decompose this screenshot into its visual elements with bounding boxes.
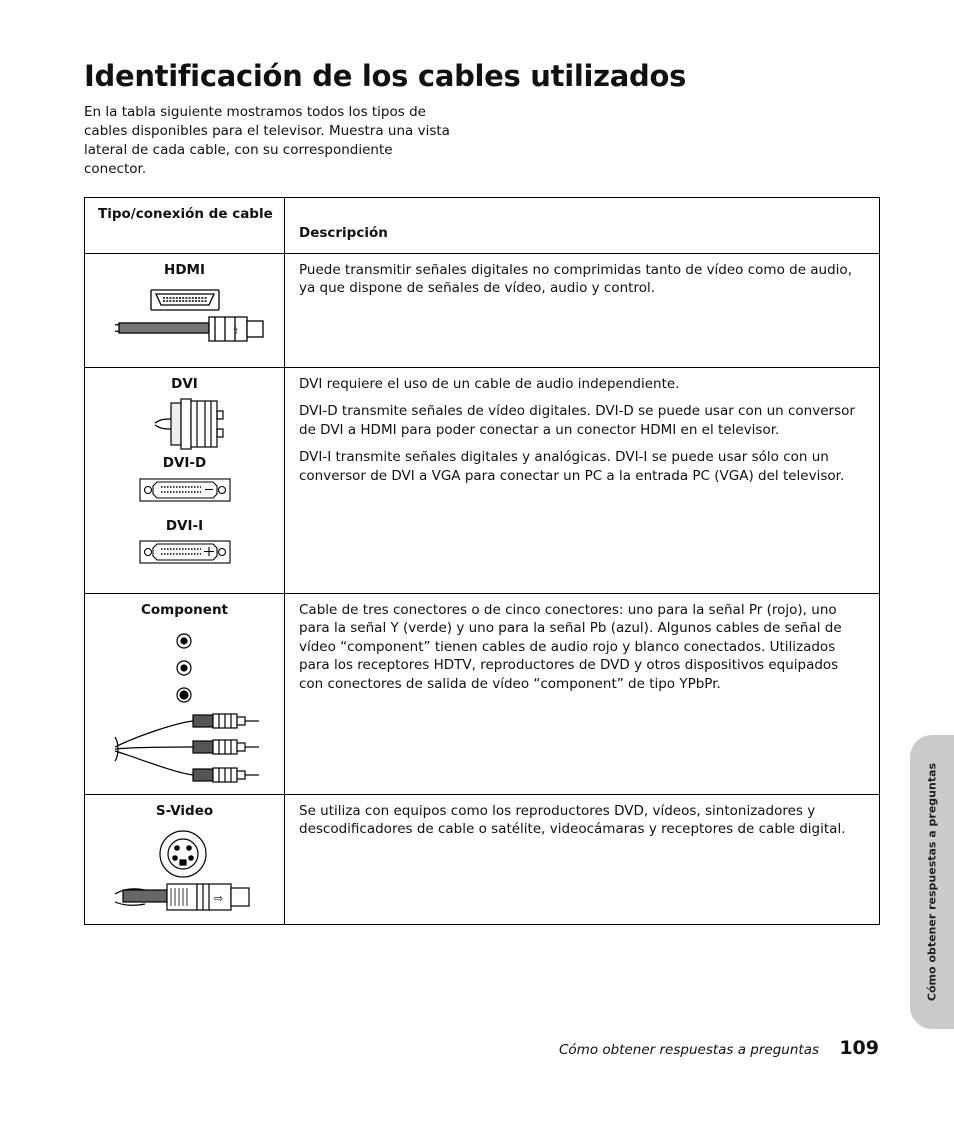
dvi-label: DVI [171,375,198,392]
dvi-cable-icon [85,393,283,451]
dvi-d-label: DVI-D [162,455,207,471]
svg-text:⇧: ⇧ [232,327,240,337]
cell-svideo-description [285,794,880,924]
table-header-row [85,198,880,254]
cell-component-description [285,593,880,794]
table-row-dvi [85,367,880,593]
svideo-label: S-Video [155,802,214,819]
table-row-component [85,593,880,794]
intro-paragraph: En la tabla siguiente mostramos todos los tipos de cables disponibles para el televisor. Muestra una vista lateral de cada cable, con su correspondiente conector. [84,104,450,177]
dvi-i-label: DVI-I [165,517,204,534]
cell-dvi-type [85,367,285,593]
component-description: Cable de tres conectores o de cinco conectores: uno para la señal Pr (rojo), uno para la señal Y (verde) y uno para la señal Pb (azul). Algunos cables de señal de vídeo “component” tienen cables de audio rojo y blanco conectados. Utilizados para los receptores HDTV, reproductores de DVD y otros dispositivos equipados con conectores de salida de vídeo “component” de tipo YPbPr. [299,601,842,692]
page-title: Identificación de los cables utilizados [84,59,687,93]
cell-hdmi-description [285,253,880,367]
hdmi-label: HDMI [164,261,205,278]
header-description: Descripción [285,198,880,254]
svg-text:⇨: ⇨ [214,892,224,905]
table-row-svideo [85,794,880,924]
cell-hdmi-type [85,253,285,367]
dvi-description-2: DVI-D transmite señales de vídeo digitales. DVI-D se puede usar con un conversor de DVI a HDMI para poder conectar a un conector HDMI en el televisor. [299,403,855,438]
page-footer [559,1037,879,1059]
hdmi-connector-icon [85,279,283,355]
dvi-d-connector-icon [85,473,283,507]
cell-dvi-description [285,367,880,593]
dvi-description-1: DVI requiere el uso de un cable de audio independiente. [299,375,680,392]
side-tab-label: Cómo obtener respuestas a preguntas [925,762,939,1002]
component-label: Component [140,601,229,618]
cell-component-type [85,593,285,794]
component-cable-icon [85,619,283,789]
svideo-connector-icon [85,820,283,920]
dvi-description-3: DVI-I transmite señales digitales y analógicas. DVI-I se puede usar sólo con un conversor de DVI a VGA para conectar un PC a la entrada PC (VGA) del televisor. [299,449,845,484]
page-number: 109 [839,1037,879,1059]
svideo-description: Se utiliza con equipos como los reproductores DVD, vídeos, sintonizadores y descodificadores de cable o satélite, videocámaras y receptores de cable digital. [299,802,846,837]
dvi-i-connector-icon [85,535,283,569]
table-row-hdmi [85,253,880,367]
cable-table [84,197,880,925]
running-title: Cómo obtener respuestas a preguntas [558,1042,820,1058]
cell-svideo-type [85,794,285,924]
header-type: Tipo/conexión de cable [85,198,285,254]
side-chapter-tab [910,735,954,1029]
hdmi-description: Puede transmitir señales digitales no comprimidas tanto de vídeo como de audio, ya que dispone de señales de vídeo, audio y control. [299,261,852,296]
